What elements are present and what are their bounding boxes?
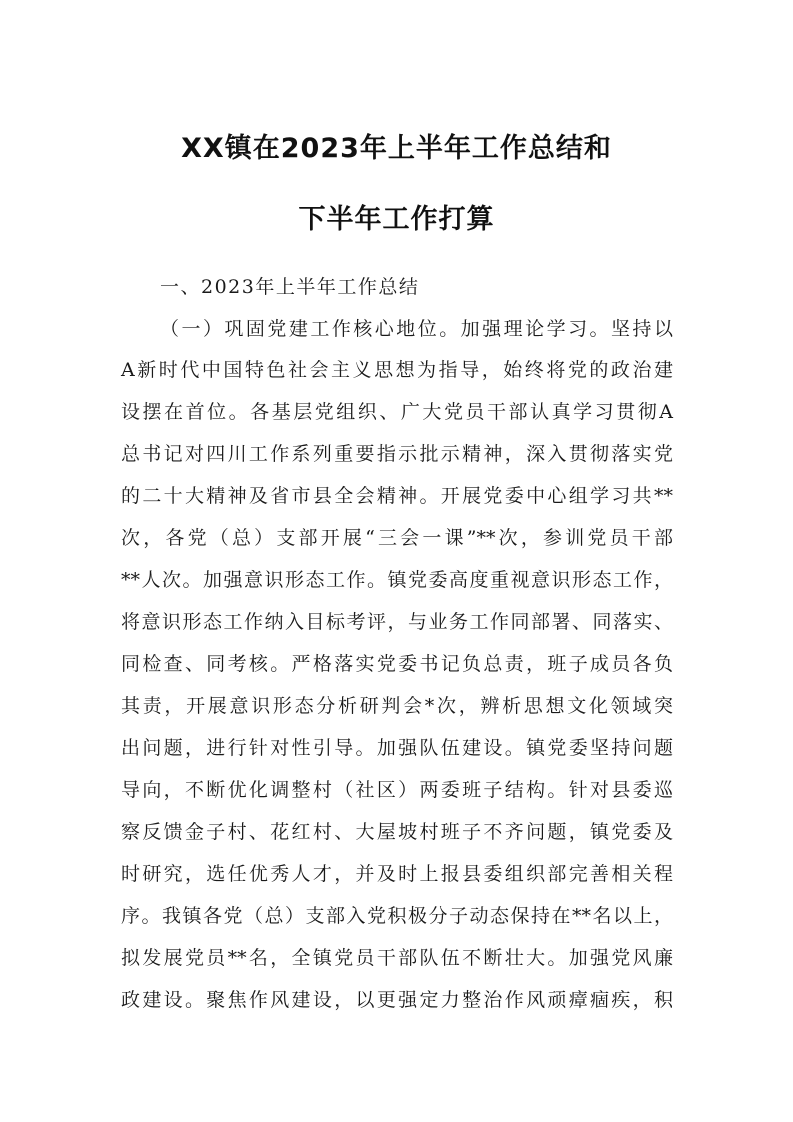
document-title-line-2: 下半年工作打算	[298, 204, 495, 235]
paragraph-line: 的二十大精神及省市县全会精神。开展党委中心组学习共**	[121, 485, 673, 507]
document-title-line-1: XX镇在2023年上半年工作总结和	[181, 133, 612, 164]
paragraph-line: （一）巩固党建工作核心地位。加强理论学习。坚持以	[160, 318, 673, 340]
paragraph-line: A新时代中国特色社会主义思想为指导，始终将党的政治建	[121, 359, 673, 381]
paragraph-line: 政建设。聚焦作风建设，以更强定力整治作风顽瘴痼疾，积	[121, 989, 673, 1011]
paragraph-line: 设摆在首位。各基层党组织、广大党员干部认真学习贯彻A	[121, 401, 673, 423]
paragraph-line: 总书记对四川工作系列重要指示批示精神，深入贯彻落实党	[121, 443, 673, 465]
paragraph-line: 次，各党（总）支部开展“三会一课”**次，参训党员干部	[121, 527, 673, 549]
paragraph-line: 拟发展党员**名，全镇党员干部队伍不断壮大。加强党风廉	[121, 947, 673, 969]
section-heading: 一、2023年上半年工作总结	[160, 276, 420, 298]
paragraph-line: 察反馈金子村、花红村、大屋坡村班子不齐问题，镇党委及	[121, 821, 673, 843]
paragraph-line: 时研究，选任优秀人才，并及时上报县委组织部完善相关程	[121, 863, 673, 885]
paragraph-line: 导向，不断优化调整村（社区）两委班子结构。针对县委巡	[121, 779, 673, 801]
paragraph-line: 其责，开展意识形态分析研判会*次，辨析思想文化领域突	[121, 695, 673, 717]
paragraph-line: **人次。加强意识形态工作。镇党委高度重视意识形态工作，	[121, 569, 673, 591]
paragraph-line: 同检查、同考核。严格落实党委书记负总责，班子成员各负	[121, 653, 673, 675]
paragraph-line: 序。我镇各党（总）支部入党积极分子动态保持在**名以上，	[121, 905, 673, 927]
paragraph-line: 将意识形态工作纳入目标考评，与业务工作同部署、同落实、	[121, 611, 673, 633]
paragraph-line: 出问题，进行针对性引导。加强队伍建设。镇党委坚持问题	[121, 737, 673, 759]
